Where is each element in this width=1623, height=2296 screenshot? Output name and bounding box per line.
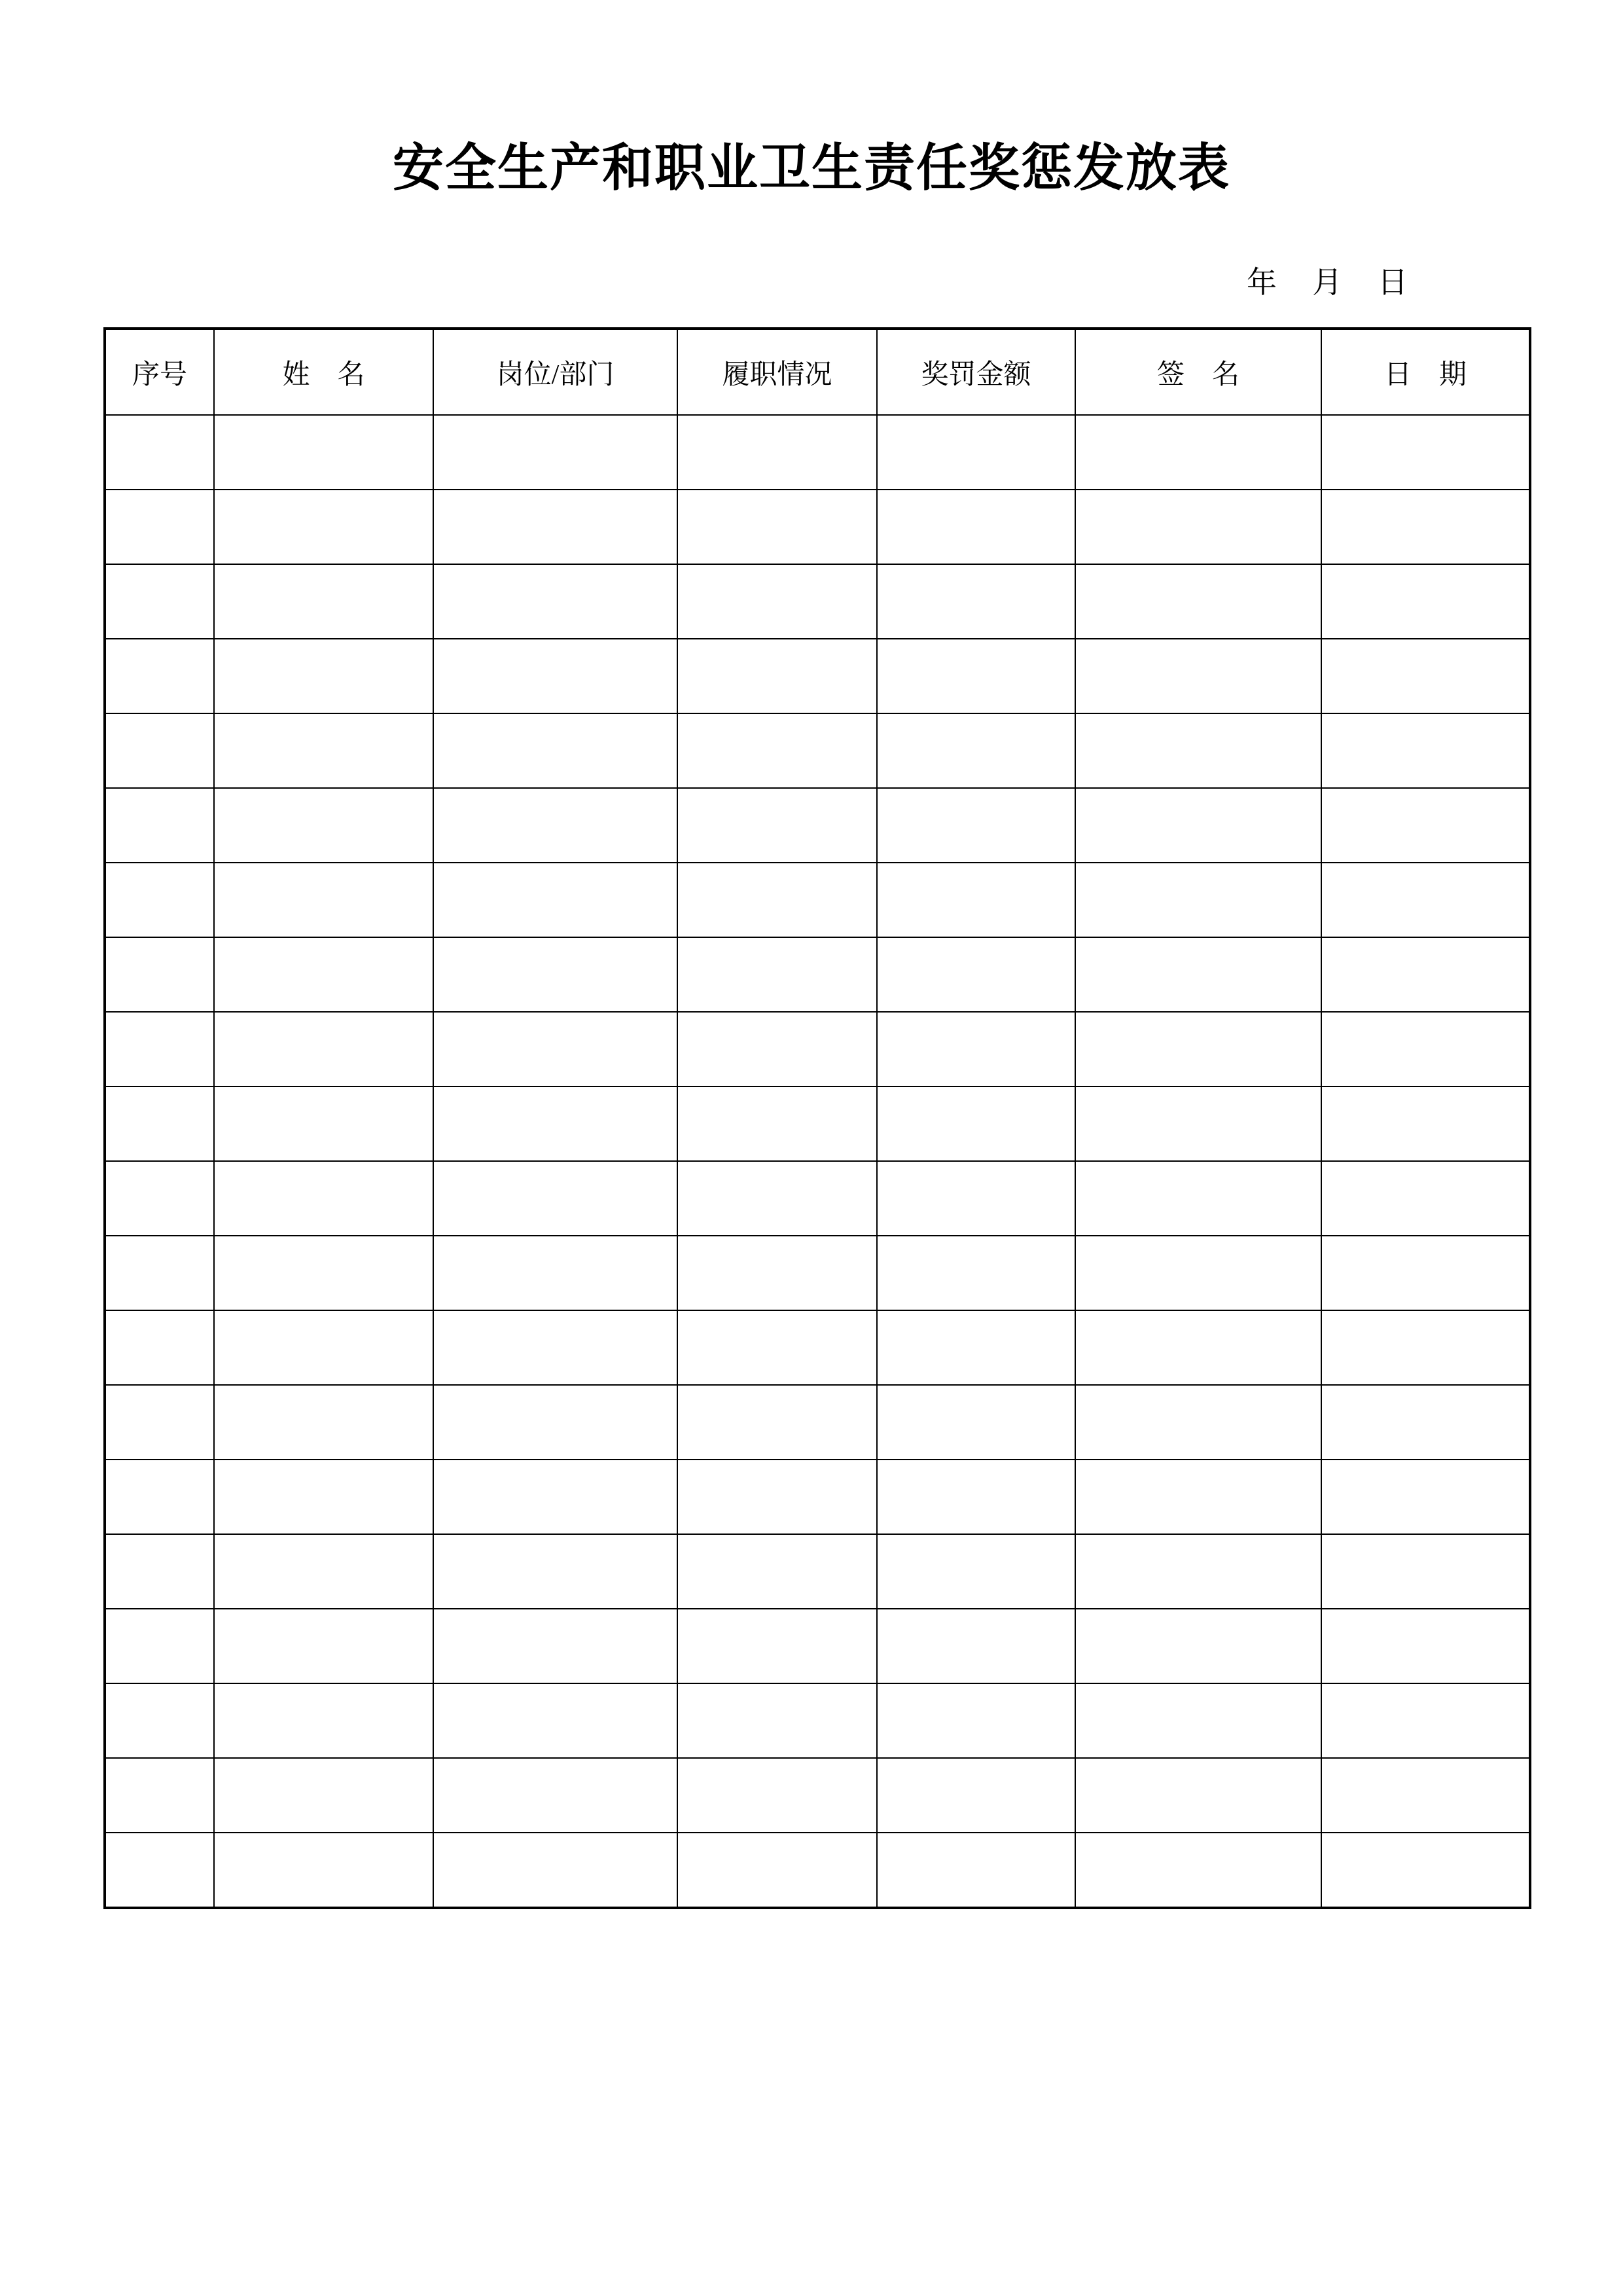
table-cell [214, 415, 433, 490]
table-cell [105, 1833, 214, 1908]
table-cell [877, 713, 1075, 788]
table-cell [214, 788, 433, 863]
table-cell [105, 937, 214, 1012]
page-title: 安全生产和职业卫生责任奖惩发放表 [392, 139, 1230, 196]
table-row [105, 415, 1530, 490]
table-cell [1321, 1609, 1530, 1683]
table-cell [1321, 937, 1530, 1012]
table-cell [214, 1758, 433, 1833]
table-row [105, 1012, 1530, 1086]
table-cell [433, 1833, 677, 1908]
table-cell [433, 1460, 677, 1534]
table-cell [433, 1310, 677, 1385]
table-cell [677, 490, 877, 564]
table-cell [105, 415, 214, 490]
table-cell [433, 1236, 677, 1310]
table-cell [877, 564, 1075, 639]
table-cell [214, 937, 433, 1012]
table-cell [105, 1609, 214, 1683]
table-cell [105, 1460, 214, 1534]
table-cell [433, 1609, 677, 1683]
table-cell [1075, 1460, 1321, 1534]
table-cell [214, 1683, 433, 1758]
table-cell [877, 937, 1075, 1012]
table-row [105, 1758, 1530, 1833]
table-cell [877, 1012, 1075, 1086]
table-cell [677, 1012, 877, 1086]
rewards-table [103, 327, 1531, 1909]
table-cell [214, 490, 433, 564]
table-cell [877, 415, 1075, 490]
table-cell [1321, 1758, 1530, 1833]
table-cell [1321, 713, 1530, 788]
table-cell [105, 639, 214, 713]
table-cell [677, 1683, 877, 1758]
table-cell [677, 1609, 877, 1683]
table-cell [877, 1609, 1075, 1683]
table-cell [214, 1161, 433, 1236]
table-cell [214, 1609, 433, 1683]
header-row [105, 329, 1530, 415]
table-cell [433, 1086, 677, 1161]
table-cell [1321, 1683, 1530, 1758]
table-cell [677, 1758, 877, 1833]
header-name: 姓 名 [214, 329, 433, 415]
table-cell [1075, 788, 1321, 863]
table-cell [1321, 1833, 1530, 1908]
table-row [105, 1086, 1530, 1161]
table-cell [1075, 639, 1321, 713]
table-cell [677, 1534, 877, 1609]
table-cell [677, 1310, 877, 1385]
table-cell [877, 1310, 1075, 1385]
table-row [105, 713, 1530, 788]
table-cell [877, 788, 1075, 863]
header-serial-number: 序号 [105, 329, 214, 415]
table-row [105, 1534, 1530, 1609]
table-cell [105, 1310, 214, 1385]
table-cell [1321, 1086, 1530, 1161]
table-cell [877, 1236, 1075, 1310]
table-cell [433, 1683, 677, 1758]
table-cell [1321, 1534, 1530, 1609]
table-cell [1321, 1161, 1530, 1236]
table-row [105, 1236, 1530, 1310]
table-cell [105, 490, 214, 564]
table-cell [105, 1161, 214, 1236]
table-row [105, 639, 1530, 713]
table-cell [877, 639, 1075, 713]
table-cell [1075, 1683, 1321, 1758]
table-cell [1075, 564, 1321, 639]
header-duty-performance: 履职情况 [677, 329, 877, 415]
table-cell [214, 1460, 433, 1534]
table-cell [105, 788, 214, 863]
table-cell [433, 415, 677, 490]
header-date: 日 期 [1321, 329, 1530, 415]
table-cell [1075, 1833, 1321, 1908]
table-row [105, 1683, 1530, 1758]
table-cell [433, 1534, 677, 1609]
table-cell [877, 1161, 1075, 1236]
table-cell [677, 1833, 877, 1908]
table-cell [677, 713, 877, 788]
table-cell [1321, 863, 1530, 937]
table-cell [1321, 1460, 1530, 1534]
table-cell [433, 490, 677, 564]
table-cell [877, 1833, 1075, 1908]
table-cell [214, 863, 433, 937]
table-cell [1321, 1236, 1530, 1310]
table-cell [105, 713, 214, 788]
table-cell [1075, 1086, 1321, 1161]
table-cell [1075, 1385, 1321, 1460]
table-cell [677, 1385, 877, 1460]
table-cell [433, 713, 677, 788]
table-cell [677, 639, 877, 713]
table-cell [877, 1385, 1075, 1460]
table-cell [105, 1086, 214, 1161]
table-row [105, 1385, 1530, 1460]
table-cell [677, 564, 877, 639]
table-row [105, 1460, 1530, 1534]
table-cell [214, 1385, 433, 1460]
header-position-department: 岗位/部门 [433, 329, 677, 415]
table-cell [433, 1012, 677, 1086]
table-row [105, 937, 1530, 1012]
table-cell [433, 788, 677, 863]
table-cell [677, 415, 877, 490]
table-row [105, 490, 1530, 564]
table-row [105, 1310, 1530, 1385]
table-cell [105, 1385, 214, 1460]
table-row [105, 564, 1530, 639]
table-row [105, 1833, 1530, 1908]
table-cell [433, 639, 677, 713]
table-cell [877, 1460, 1075, 1534]
table-cell [877, 1086, 1075, 1161]
header-signature: 签 名 [1075, 329, 1321, 415]
table-cell [1075, 1758, 1321, 1833]
table-cell [877, 1758, 1075, 1833]
table-cell [1075, 937, 1321, 1012]
table-cell [1321, 564, 1530, 639]
table-cell [1075, 415, 1321, 490]
table-cell [105, 1236, 214, 1310]
table-cell [677, 1161, 877, 1236]
table-cell [1321, 639, 1530, 713]
table-cell [433, 564, 677, 639]
table-body [105, 415, 1530, 1908]
table-cell [214, 1534, 433, 1609]
table-row [105, 863, 1530, 937]
table-cell [433, 1161, 677, 1236]
table-cell [1321, 1012, 1530, 1086]
table-cell [433, 1758, 677, 1833]
table-cell [1075, 713, 1321, 788]
table-cell [877, 863, 1075, 937]
table-cell [1075, 863, 1321, 937]
table-cell [214, 713, 433, 788]
table-cell [214, 1833, 433, 1908]
table-cell [677, 788, 877, 863]
table-cell [105, 1758, 214, 1833]
table-row [105, 1161, 1530, 1236]
table-cell [677, 1086, 877, 1161]
header-reward-penalty-amount: 奖罚金额 [877, 329, 1075, 415]
table-row [105, 788, 1530, 863]
table-cell [1075, 1236, 1321, 1310]
table-cell [214, 639, 433, 713]
table-cell [105, 1534, 214, 1609]
table-cell [1321, 415, 1530, 490]
table-cell [1075, 1609, 1321, 1683]
table-cell [433, 937, 677, 1012]
table-cell [1075, 1534, 1321, 1609]
table-cell [677, 937, 877, 1012]
table-cell [214, 1236, 433, 1310]
table-cell [677, 1236, 877, 1310]
table-cell [214, 1012, 433, 1086]
table-cell [214, 1086, 433, 1161]
table-cell [433, 1385, 677, 1460]
table-cell [677, 863, 877, 937]
table-cell [1075, 1161, 1321, 1236]
table-cell [1075, 1310, 1321, 1385]
table-cell [1075, 490, 1321, 564]
table-cell [1321, 1310, 1530, 1385]
table-cell [877, 490, 1075, 564]
table-cell [105, 1012, 214, 1086]
table-cell [214, 564, 433, 639]
table-row [105, 1609, 1530, 1683]
table-cell [677, 1460, 877, 1534]
date-line: 年 月 日 [1247, 266, 1410, 299]
table-cell [433, 863, 677, 937]
table-cell [105, 863, 214, 937]
table-cell [1321, 788, 1530, 863]
table-cell [877, 1683, 1075, 1758]
table-cell [877, 1534, 1075, 1609]
table-cell [1321, 490, 1530, 564]
table-cell [1075, 1012, 1321, 1086]
table-cell [105, 564, 214, 639]
table-cell [214, 1310, 433, 1385]
table-cell [1321, 1385, 1530, 1460]
table-cell [105, 1683, 214, 1758]
